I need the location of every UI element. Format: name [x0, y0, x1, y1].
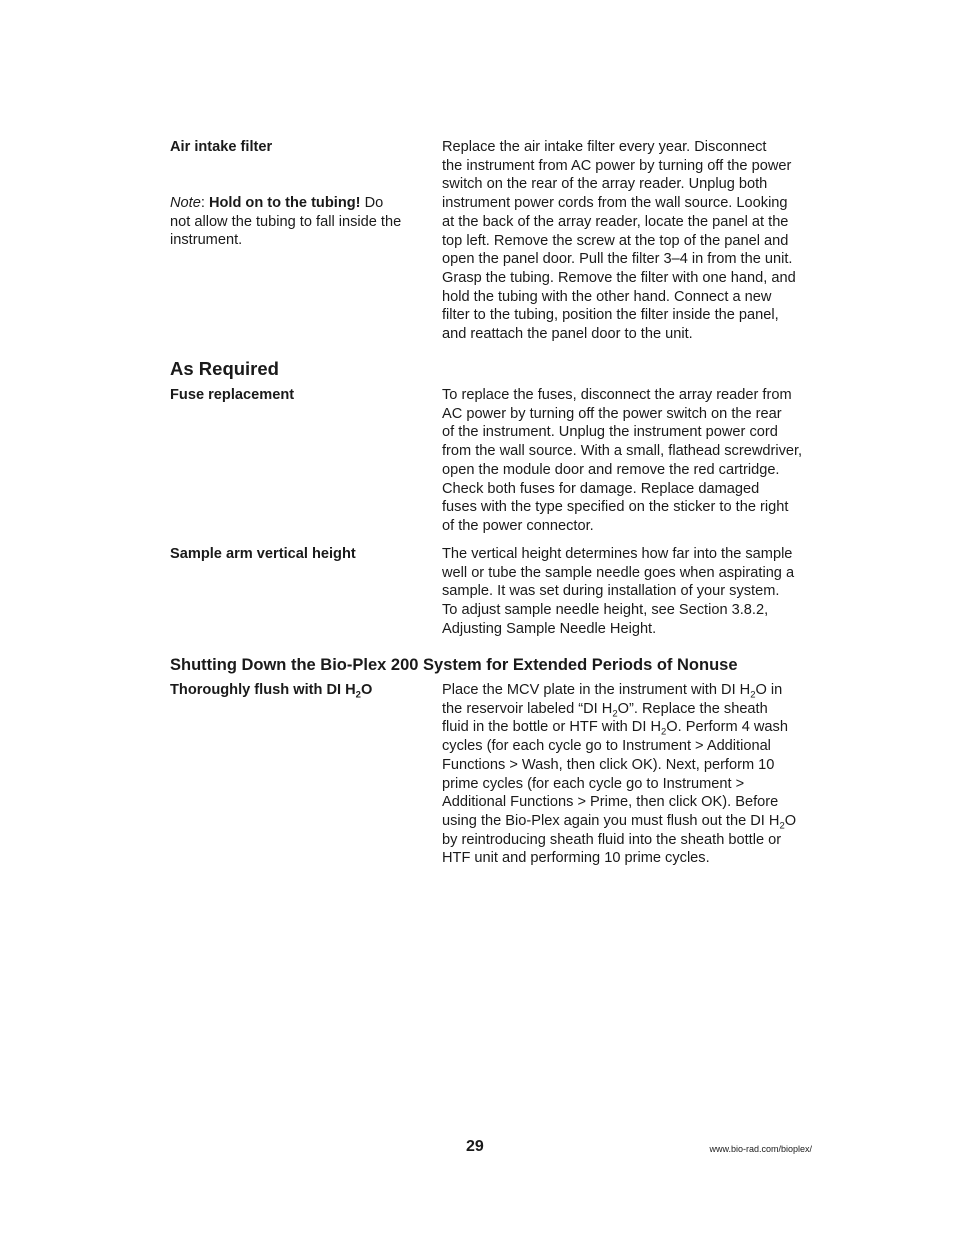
text-line [442, 681, 822, 700]
subscript: 2 [779, 820, 785, 832]
subscript: 2 [612, 708, 618, 720]
text-line: top left. Remove the screw at the top of the panel and [442, 232, 789, 249]
text-span: Place the MCV plate in the instrument with DI H [442, 682, 751, 698]
text-line: the instrument from AC power by turning off the power [442, 157, 792, 174]
text-line: Adjusting Sample Needle Height. [442, 620, 657, 637]
text-line: instrument power cords from the wall source. Looking [442, 195, 788, 212]
text-line: and reattach the panel door to the unit. [442, 326, 693, 343]
text-line: Replace the air intake filter every year. Disconnect [442, 139, 767, 155]
air-intake-filter-text [442, 138, 822, 344]
text-line: cycles (for each cycle go to Instrument > Additional [442, 738, 771, 755]
text-span: O in [755, 682, 783, 698]
text-span: fluid in the bottle or HTF with DI H [442, 719, 661, 736]
flush-label-part: Thoroughly flush with DI H [170, 682, 356, 698]
shutdown-heading: Shutting Down the Bio-Plex 200 System for Extended Periods of Nonuse [170, 656, 738, 674]
fuse-replacement-label: Fuse replacement [170, 387, 295, 403]
text-line: sample. It was set during installation of your system. [442, 583, 780, 600]
text-line: Additional Functions > Prime, then click OK). Before [442, 794, 779, 811]
flush-label [170, 681, 420, 700]
text-span: O [784, 812, 797, 829]
note-colon: : [200, 195, 209, 211]
as-required-heading: As Required [170, 358, 279, 379]
text-line: hold the tubing with the other hand. Connect a new [442, 288, 772, 305]
text-line: of the power connector. [442, 517, 594, 534]
text-line [442, 812, 822, 831]
note-italic: Note [170, 195, 201, 211]
text-line [442, 700, 822, 719]
note-bold: Hold on to the tubing! [208, 195, 361, 211]
text-line: The vertical height determines how far into the sample [442, 546, 793, 562]
text-line: Check both fuses for damage. Replace damaged [442, 480, 760, 497]
text-span: O. Perform 4 wash [666, 719, 788, 736]
text-span: using the Bio-Plex again you must flush out the DI H [442, 812, 780, 829]
flush-label-part: O [360, 682, 373, 698]
subscript: 2 [661, 726, 667, 738]
text-line: filter to the tubing, position the filter inside the panel, [442, 307, 779, 324]
flush-text [442, 681, 822, 868]
text-line: fuses with the type specified on the sticker to the right [442, 499, 789, 516]
text-line: Functions > Wash, then click OK). Next, perform 10 [442, 756, 775, 773]
text-line: To replace the fuses, disconnect the array reader from [442, 387, 792, 403]
text-line: open the module door and remove the red cartridge. [442, 461, 780, 478]
text-line: of the instrument. Unplug the instrument power cord [442, 424, 778, 441]
text-line: from the wall source. With a small, flathead screwdriver, [442, 443, 803, 460]
text-line: prime cycles (for each cycle go to Instrument > [442, 775, 745, 792]
sample-arm-label: Sample arm vertical height [170, 546, 356, 562]
text-line: Grasp the tubing. Remove the filter with one hand, and [442, 269, 796, 286]
text-line: switch on the rear of the array reader. Unplug both [442, 176, 768, 193]
page-number: 29 [466, 1138, 484, 1155]
subscript: 2 [750, 689, 756, 701]
text-span: O”. Replace the sheath [617, 700, 768, 717]
text-line: well or tube the sample needle goes when aspirating a [442, 564, 795, 581]
text-line: at the back of the array reader, locate the panel at the [442, 213, 789, 230]
fuse-replacement-text [442, 386, 822, 536]
text-line: by reintroducing sheath fluid into the sheath bottle or [442, 831, 782, 848]
note-rest: Do not allow the tubing to fall inside the instrument. [170, 195, 402, 249]
subscript: 2 [355, 689, 361, 701]
text-line: AC power by turning off the power switch on the rear [442, 405, 782, 422]
sample-arm-text [442, 545, 822, 639]
text-line: To adjust sample needle height, see Section 3.8.2, [442, 602, 769, 619]
air-intake-filter-label: Air intake filter [170, 139, 273, 155]
text-line: open the panel door. Pull the filter 3–4 in from the unit. [442, 251, 793, 268]
text-span: the reservoir labeled “DI H [442, 700, 613, 717]
text-line [442, 718, 822, 737]
text-line: HTF unit and performing 10 prime cycles. [442, 850, 710, 867]
footer-url[interactable]: www.bio-rad.com/bioplex/ [709, 1144, 812, 1154]
air-intake-note [170, 194, 405, 250]
